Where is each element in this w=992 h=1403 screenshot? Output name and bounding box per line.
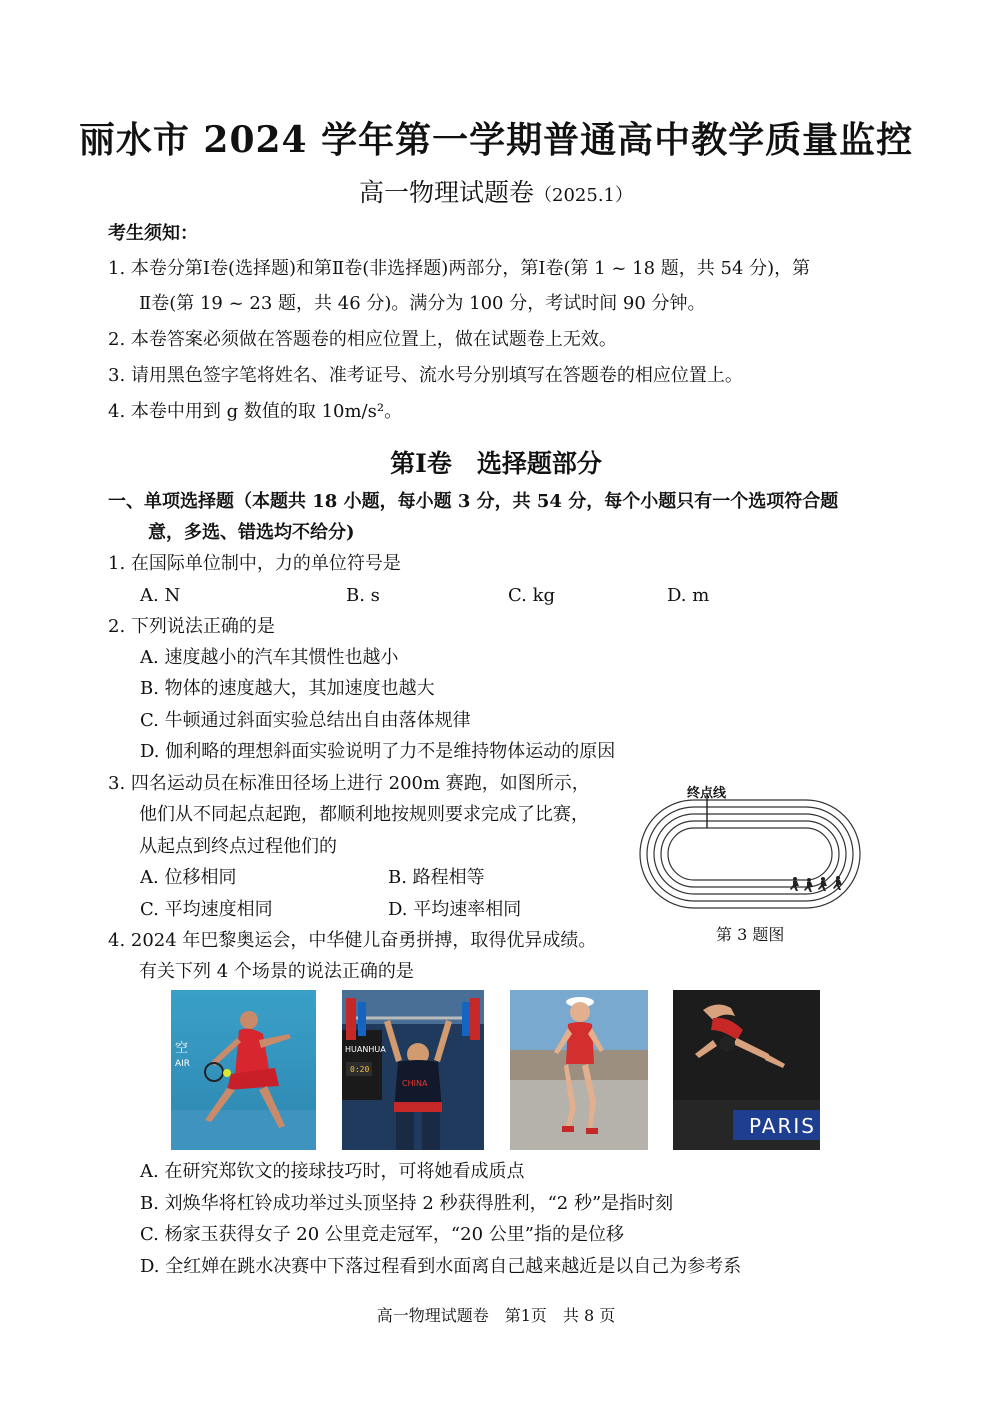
q4-option-d: D. 全红婵在跳水决赛中下落过程看到水面离自己越来越近是以自己为参考系 bbox=[140, 1256, 742, 1277]
svg-text:空: 空 bbox=[175, 1041, 189, 1056]
page-title: 丽水市 2024 学年第一学期普通高中教学质量监控 bbox=[78, 119, 914, 161]
section-title: 第Ⅰ卷 选择题部分 bbox=[390, 449, 602, 478]
q4-option-b: B. 刘焕华将杠铃成功举过头顶坚持 2 秒获得胜利，“2 秒”是指时刻 bbox=[140, 1193, 674, 1214]
photo-racewalk bbox=[510, 990, 648, 1150]
q1-option-b: B. s bbox=[346, 585, 380, 606]
exam-date: （2025.1） bbox=[534, 185, 633, 206]
notice-heading: 考生须知： bbox=[108, 223, 198, 244]
notice-item-3: 3. 请用黑色签字笔将姓名、准考证号、流水号分别填写在答题卷的相应位置上。 bbox=[108, 365, 743, 386]
q2-option-b: B. 物体的速度越大，其加速度也越大 bbox=[140, 678, 435, 699]
weightlifter-team-text: CHINA bbox=[402, 1079, 428, 1088]
page-subtitle bbox=[0, 173, 992, 209]
diving-sign-text: PARIS bbox=[749, 1114, 816, 1138]
part1-instruction-line1: 一、单项选择题（本题共 18 小题，每小题 3 分，共 54 分，每个小题只有一个选项符合题 bbox=[108, 491, 839, 512]
q2-stem: 2. 下列说法正确的是 bbox=[108, 616, 275, 637]
track-lane-4 bbox=[661, 821, 839, 887]
q3-figure-caption: 第 3 题图 bbox=[716, 925, 785, 944]
q1-option-d: D. m bbox=[667, 585, 710, 606]
notice-item-1-line1: 1. 本卷分第Ⅰ卷(选择题)和第Ⅱ卷(非选择题)两部分，第Ⅰ卷(第 1 ~ 18 题，共 54 分)，第 bbox=[108, 258, 811, 279]
q4-stem-line1: 4. 2024 年巴黎奥运会，中华健儿奋勇拼搏，取得优异成绩。 bbox=[108, 930, 597, 951]
q3-option-c: C. 平均速度相同 bbox=[140, 899, 273, 920]
q1-option-c: C. kg bbox=[508, 585, 556, 606]
weightlifter-name-board: HUANHUA bbox=[345, 1045, 386, 1054]
photo-weightlifting bbox=[342, 990, 484, 1150]
svg-text:AIR: AIR bbox=[175, 1059, 191, 1069]
notice-item-2: 2. 本卷答案必须做在答题卷的相应位置上，做在试题卷上无效。 bbox=[108, 329, 617, 350]
notice-item-4: 4. 本卷中用到 g 数值的取 10m/s²。 bbox=[108, 401, 403, 422]
track-lane-5 bbox=[668, 828, 832, 880]
q3-option-d: D. 平均速率相同 bbox=[388, 899, 522, 920]
q4-option-c: C. 杨家玉获得女子 20 公里竞走冠军，“20 公里”指的是位移 bbox=[140, 1224, 624, 1245]
q3-stem-line1: 3. 四名运动员在标准田径场上进行 200m 赛跑，如图所示， bbox=[108, 773, 590, 794]
part1-instruction-line2: 意，多选、错选均不给分) bbox=[148, 522, 355, 543]
q2-option-a: A. 速度越小的汽车其惯性也越小 bbox=[140, 647, 399, 668]
q2-option-d: D. 伽利略的理想斜面实验说明了力不是维持物体运动的原因 bbox=[140, 741, 616, 762]
q3-option-b: B. 路程相等 bbox=[388, 867, 485, 888]
finish-line-label: 终点线 bbox=[687, 786, 727, 801]
q4-option-a: A. 在研究郑钦文的接球技巧时，可将她看成质点 bbox=[140, 1161, 525, 1182]
track-lane-1 bbox=[640, 800, 860, 908]
subtitle-text: 高一物理试题卷 bbox=[359, 178, 535, 207]
page-footer: 高一物理试题卷 第1页 共 8 页 bbox=[376, 1306, 616, 1325]
q3-stem-line3: 从起点到终点过程他们的 bbox=[139, 836, 337, 857]
photo-diving bbox=[673, 990, 820, 1150]
q2-option-c: C. 牛顿通过斜面实验总结出自由落体规律 bbox=[140, 710, 471, 731]
notice-item-1-line2: Ⅱ卷(第 19 ~ 23 题，共 46 分)。满分为 100 分，考试时间 90 分钟。 bbox=[139, 293, 706, 314]
q4-stem-line2: 有关下列 4 个场景的说法正确的是 bbox=[139, 961, 414, 982]
q1-option-a: A. N bbox=[140, 585, 181, 606]
track-lane-3 bbox=[654, 814, 846, 894]
q3-stem-line2: 他们从不同起点起跑，都顺利地按规则要求完成了比赛， bbox=[139, 804, 589, 825]
q1-stem: 1. 在国际单位制中，力的单位符号是 bbox=[108, 553, 401, 574]
q3-option-a: A. 位移相同 bbox=[140, 867, 237, 888]
svg-text:0:20: 0:20 bbox=[350, 1065, 370, 1074]
track-figure bbox=[634, 780, 866, 920]
photo-tennis bbox=[171, 990, 316, 1150]
